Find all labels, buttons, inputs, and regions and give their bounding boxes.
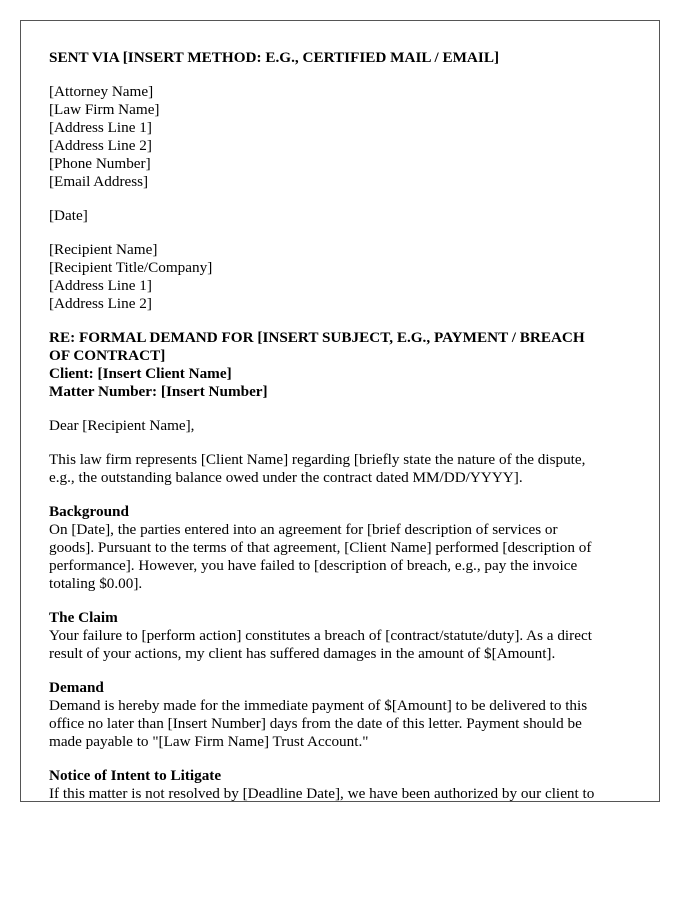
section-line: performance]. However, you have failed to [description of breach, e.g., pay the invoice (49, 557, 578, 574)
letter-date: [Date] (49, 207, 88, 224)
re-client: Client: [Insert Client Name] (49, 365, 232, 382)
intro-paragraph (49, 451, 629, 487)
recipient-address-line-1: [Address Line 1] (49, 277, 152, 294)
section-line: office no later than [Insert Number] days from the date of this letter. Payment should be (49, 715, 582, 732)
section-line: Your failure to [perform action] constitutes a breach of [contract/statute/duty]. As a direct (49, 627, 592, 644)
recipient-address-line-2: [Address Line 2] (49, 295, 152, 312)
intro-line: e.g., the outstanding balance owed under the contract dated MM/DD/YYYY]. (49, 469, 523, 486)
section-notice-of-intent (49, 767, 629, 802)
sender-phone: [Phone Number] (49, 155, 151, 172)
letter-content (49, 49, 629, 802)
send-method-line: SENT VIA [INSERT METHOD: E.G., CERTIFIED MAIL / EMAIL] (49, 49, 500, 66)
recipient-block (49, 241, 629, 313)
section-line: On [Date], the parties entered into an agreement for [brief description of services or (49, 521, 558, 538)
recipient-name: [Recipient Name] (49, 241, 158, 258)
section-line: result of your actions, my client has suffered damages in the amount of $[Amount]. (49, 645, 556, 662)
re-matter-number: Matter Number: [Insert Number] (49, 383, 268, 400)
section-line: Demand is hereby made for the immediate payment of $[Amount] to be delivered to this (49, 697, 588, 714)
salutation: Dear [Recipient Name], (49, 417, 195, 434)
sender-attorney-name: [Attorney Name] (49, 83, 154, 100)
section-line: goods]. Pursuant to the terms of that agreement, [Client Name] performed [description of (49, 539, 592, 556)
sender-address-line-1: [Address Line 1] (49, 119, 152, 136)
section-line: totaling $0.00]. (49, 575, 143, 592)
sender-law-firm-name: [Law Firm Name] (49, 101, 160, 118)
re-block (49, 329, 629, 401)
sender-block (49, 83, 629, 191)
section-heading-notice-of-intent: Notice of Intent to Litigate (49, 767, 222, 784)
section-line: If this matter is not resolved by [Deadline Date], we have been authorized by our client to (49, 785, 595, 802)
section-the-claim (49, 609, 629, 663)
section-background (49, 503, 629, 593)
letter-page (20, 20, 660, 802)
intro-line: This law firm represents [Client Name] regarding [briefly state the nature of the dispute, (49, 451, 586, 468)
section-heading-the-claim: The Claim (49, 609, 118, 626)
re-subject-line-2: OF CONTRACT] (49, 347, 166, 364)
section-heading-demand: Demand (49, 679, 104, 696)
sender-address-line-2: [Address Line 2] (49, 137, 152, 154)
recipient-title-company: [Recipient Title/Company] (49, 259, 213, 276)
section-demand (49, 679, 629, 751)
re-subject-line-1: RE: FORMAL DEMAND FOR [INSERT SUBJECT, E.G., PAYMENT / BREACH (49, 329, 585, 346)
sender-email: [Email Address] (49, 173, 149, 190)
section-heading-background: Background (49, 503, 129, 520)
section-line: made payable to "[Law Firm Name] Trust Account." (49, 733, 369, 750)
